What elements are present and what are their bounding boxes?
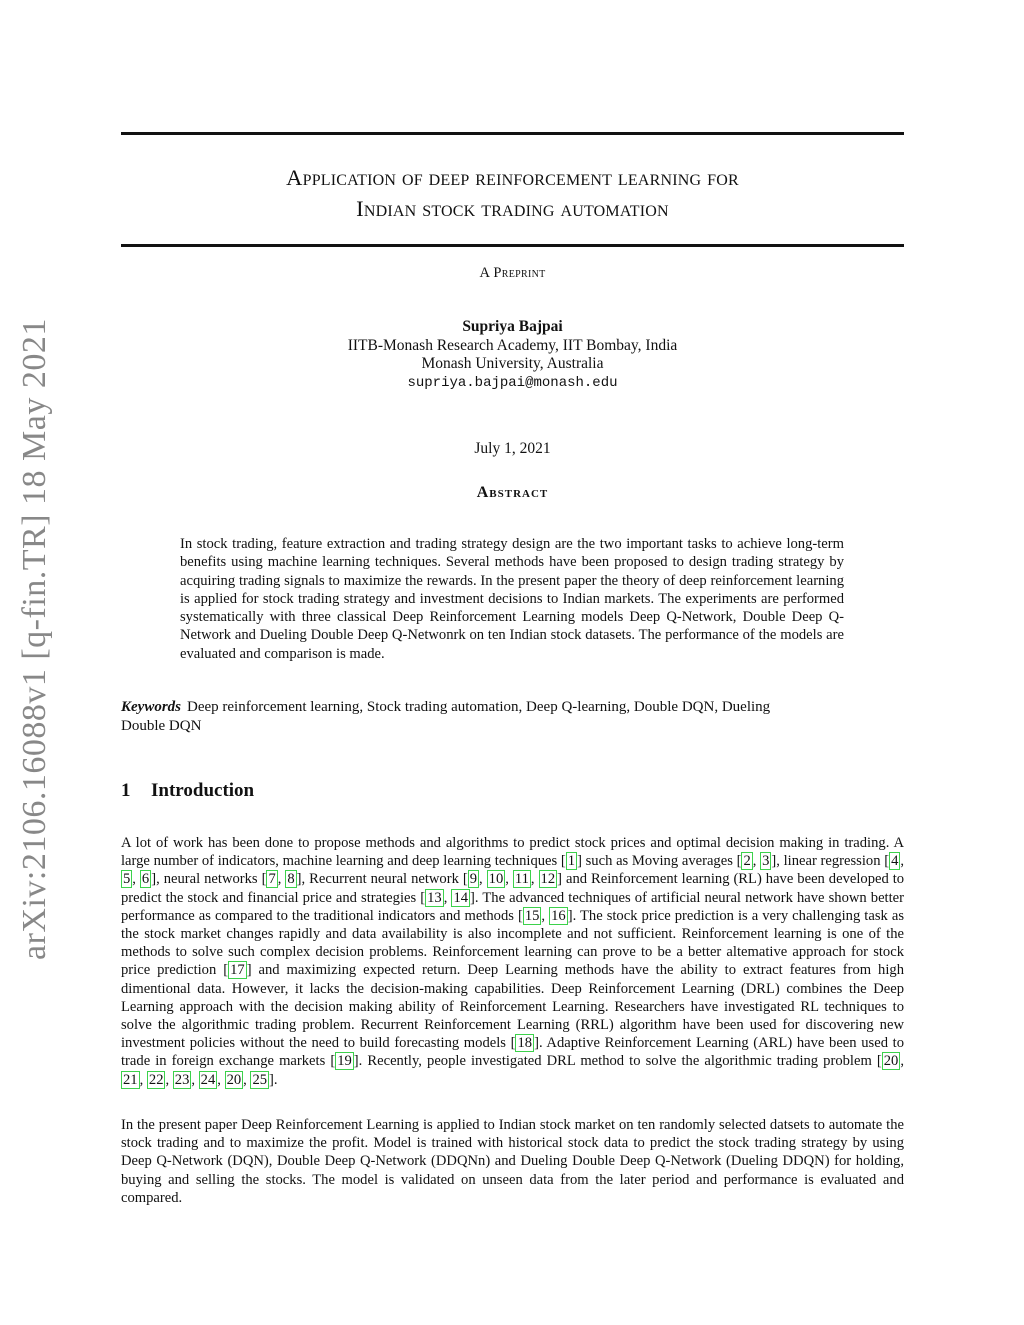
paragraph-text: ]. <box>269 1071 278 1088</box>
section-number: 1 <box>121 780 131 801</box>
author-email[interactable]: supriya.bajpai@monash.edu <box>407 374 618 391</box>
author-name: Supriya Bajpai <box>462 318 563 335</box>
paragraph-text: , <box>443 889 452 906</box>
paragraph-text: ]. The stock price prediction is a very challenging task as the stock market changes rapidly and data availability is also incomplete and not sufficient. Reinforcement learning is one of the methods to solve such complex decision problems. Reinforcement learning can prove to be a better altemative approach for stock price prediction [ <box>121 907 904 979</box>
citation-link[interactable]: 21 <box>123 1071 138 1088</box>
citation-link[interactable]: 13 <box>427 889 442 906</box>
citation-link[interactable]: 4 <box>891 853 899 870</box>
introduction-paragraph-1 <box>121 834 904 1089</box>
author-affiliation-1: IITB-Monash Research Academy, IIT Bombay, India <box>347 336 678 354</box>
title-top-rule <box>121 132 904 135</box>
paragraph-text: , <box>132 871 140 888</box>
citation-link[interactable]: 1 <box>567 853 576 870</box>
citation-link[interactable]: 17 <box>230 962 245 979</box>
paragraph-text: ], Recurrent neural network [ <box>296 871 468 888</box>
citation-link[interactable]: 8 <box>287 871 295 888</box>
paragraph-text: ], neural networks [ <box>151 871 267 888</box>
paragraph-text: ] and maximizing expected return. Deep Learning methods have the ability to extract features from high dimentional data. However, it lacks the decision-making capabilities. Deep Reinforcement Learning (DRL) combines the Deep Learning approach with the decision making ability of Reinforcement Learning. Researchers have investigated RL techniques to solve the algorithmic trading problem. Recurrent Reinforcement Learning (RRL) algorithm have been used for discovering new investment policies without the need to build forecasting models [ <box>121 962 904 1052</box>
preprint-label: A Preprint <box>479 265 546 281</box>
paragraph-text: , <box>191 1071 199 1088</box>
citation-link[interactable]: 22 <box>148 1071 164 1088</box>
keywords-block <box>121 698 801 735</box>
title-line-2: Indian stock trading automation <box>356 196 669 221</box>
abstract-heading: Abstract <box>476 484 549 501</box>
paper-date: July 1, 2021 <box>474 440 551 457</box>
paragraph-text: , <box>243 1071 251 1088</box>
paragraph-text: ] and Reinforcement learning (RL) have been developed to predict the stock and financial price and strategies [ <box>121 871 905 906</box>
citation-link[interactable]: 11 <box>514 871 529 888</box>
paragraph-text: , <box>752 853 761 870</box>
paragraph-text: , <box>139 1071 147 1088</box>
paper-title <box>121 162 904 224</box>
citation-link[interactable]: 7 <box>268 871 276 888</box>
paragraph-text: , <box>277 871 286 888</box>
title-bottom-rule <box>121 244 904 247</box>
citation-link[interactable]: 24 <box>200 1071 216 1088</box>
paragraph-text: , <box>505 871 513 888</box>
citation-link[interactable]: 6 <box>141 871 150 888</box>
section-heading-introduction <box>121 780 254 802</box>
introduction-paragraph-2: In the present paper Deep Reinforcement Learning is applied to Indian stock market on ten randomly selected datsets to automate the stock trading and to maximize the profit. Model is trained with historical stock data to predict the stock trading strategy by using Deep Q-Network (DQN), Double Deep Q-Network (DDQNn) and Dueling Double Deep Q-Network (Dueling DDQN) for holding, buying and selling the stocks. The model is validated on unseen data from the later period and performance is evaluated and compared. <box>121 1117 904 1206</box>
author-affiliation-2: Monash University, Australia <box>421 355 604 372</box>
citation-link[interactable]: 20 <box>226 1071 242 1088</box>
paragraph-text: , <box>541 907 550 924</box>
citation-link[interactable]: 23 <box>174 1071 190 1088</box>
citation-link[interactable]: 3 <box>762 853 770 870</box>
paragraph-text: ], linear regression [ <box>771 853 890 870</box>
citation-link[interactable]: 25 <box>252 1071 268 1088</box>
section-title: Introduction <box>151 780 255 801</box>
keywords-label: Keywords <box>121 699 181 715</box>
citation-link[interactable]: 12 <box>540 871 556 888</box>
title-line-1: Application of deep reinforcement learning for <box>286 165 739 190</box>
citation-link[interactable]: 9 <box>469 871 478 888</box>
paragraph-text: ]. Recently, people investigated DRL method to solve the algorithmic trading problem [ <box>353 1053 882 1070</box>
paragraph-text: , <box>217 1071 225 1088</box>
citation-link[interactable]: 5 <box>123 871 131 888</box>
paragraph-text: , <box>165 1071 173 1088</box>
paragraph-text: ] such as Moving averages [ <box>577 853 742 870</box>
paragraph-text: ]. The advanced techniques of artificial neural network have shown better performance as compared to the traditional indicators and methods [ <box>121 889 904 924</box>
citation-link[interactable]: 19 <box>337 1053 352 1070</box>
paragraph-text: , <box>900 1053 904 1070</box>
citation-link[interactable]: 16 <box>551 907 566 924</box>
citation-link[interactable]: 10 <box>488 871 504 888</box>
paragraph-text: ]. Adaptive Reinforcement Learning (ARL) have been used to trade in foreign exchange markets [ <box>121 1035 904 1070</box>
abstract-text: In stock trading, feature extraction and trading strategy design are the two important tasks to achieve long-term benefits using machine learning techniques. Several methods have been proposed to design trading strategy by acquiring trading signals to maximize the rewards. In the present paper the theory of deep reinforcement learning is applied for stock trading strategy and investment decisions to Indian markets. The experiments are performed systematically with three classical Deep Reinforcement Learning models Deep Q-Network, Double Deep Q-Network and Dueling Double Deep Q-Netwonrk on ten Indian stock datasets. The performance of the models are evaluated and comparison is made. <box>180 536 844 662</box>
paragraph-text: , <box>479 871 487 888</box>
citation-link[interactable]: 15 <box>524 907 540 924</box>
paragraph-text: , <box>530 871 539 888</box>
arxiv-identifier-stamp: arXiv:2106.16088v1 [q-fin.TR] 18 May 2021 <box>16 318 53 960</box>
citation-link[interactable]: 2 <box>743 853 751 870</box>
paragraph-text: A lot of work has been done to propose methods and algorithms to predict stock prices and optimal decision making in trading. A large number of indicators, machine learning and deep learning techniques [ <box>121 835 904 870</box>
citation-link[interactable]: 18 <box>517 1035 533 1052</box>
keywords-text: Deep reinforcement learning, Stock trading automation, Deep Q-learning, Double DQN, Dueling Double DQN <box>121 699 771 734</box>
paragraph-text: , <box>900 853 905 870</box>
citation-link[interactable]: 20 <box>883 1053 899 1070</box>
author-block <box>121 318 904 392</box>
citation-link[interactable]: 14 <box>453 889 469 906</box>
